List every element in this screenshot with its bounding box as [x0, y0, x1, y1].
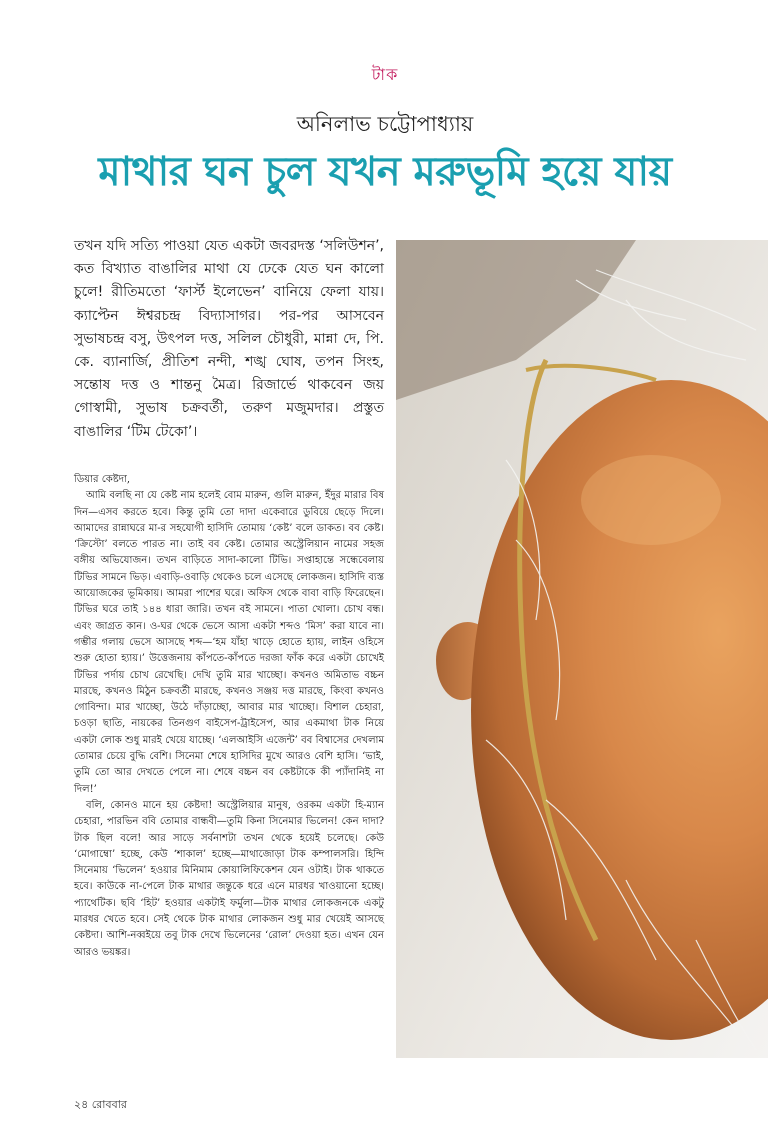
article-body	[74, 472, 384, 961]
bald-head-photo	[396, 240, 768, 1058]
body-paragraph: বলি, কোনও মানে হয় কেষ্টদা! অস্ট্রেলিয়ার মানুষ, ওরকম একটা হি-ম্যান চেহারা, পারভিন ববি তোমার বান্ধবী—তুমি কিনা সিনেমার ভিলেন! কেন দাদা? টাক ছিল বলে! আর সাড়ে সর্বনাশটা তখন থেকে হয়েই চলেছে। কেউ ‘মোগাম্বো’ হচ্ছে, কেউ ‘শাকাল’ হচ্ছে—মাথাজোড়া টাক কম্পালসরি। হিন্দি সিনেমায় ‘ভিলেন’ হওয়ার মিনিমাম কোয়ালিফিকেশন যেন ওটাই। টাক থাকতে হবে। কাউকে না-পেলে টাক মাথার জন্তুকে ধরে এনে মারধর খাওয়ানো হচ্ছে। প্যাথেটিক। ছবি ‘হিট’ হওয়ার একটাই ফর্মুলা—টাক মাথার লোকজনকে একটু মারধর খেতে হবে। সেই থেকে টাক মাথার লোকজন শুধু মার খেয়েই আসছে কেষ্টদা। আশি-নব্বইয়ে তবু টাক দেখে ভিলেনের ‘রোল’ দেওয়া হত। এখন যেন আরও ভয়ঙ্কর।	[74, 799, 384, 958]
page-folio: ২৪ রোববার	[74, 1098, 127, 1111]
headline: মাথার ঘন চুল যখন মরুভূমি হয়ে যায়	[98, 149, 672, 195]
scalp-highlight	[581, 455, 721, 545]
body-paragraph: আমি বলছি না যে কেষ্ট নাম হলেই বোম মারুন, গুলি মারুন, ইঁদুর মারার বিষ দিন—এসব করতে হবে। কিন্তু তুমি তো দাদা একেবারে ডুবিয়ে ছেড়ে দিলে। আমাদের রান্নাঘরে মা-র সহযোগী হাসিদি তোমায় ‘কেষ্ট’ বলে ডাকত। বব কেষ্ট। ‘ক্রিস্টো’ বলতে পারত না। তাই বব কেষ্ট। তোমার অস্ট্রেলিয়ান নামের সহজ বঙ্গীয় অভিযোজন। তখন বাড়িতে সাদা-কালো টিভি। সপ্তাহান্তে সন্ধেবেলায় টিভির সামনে ভিড়। এবাড়ি-ওবাড়ি থেকেও চলে এসেছে লোকজন। হাসিদি ব্যস্ত আয়োজকের ভূমিকায়। আমরা পাশের ঘরে। অফিস থেকে বাবা বাড়ি ফিরেছেন। টিভির ঘরে তাই ১৪৪ ধারা জারি। তখন বই সামনে। পাতা খোলা। চোখ বন্ধ। এবং জাগ্রত কান। ও-ঘর থেকে ভেসে আসা একটা শব্দও ‘মিস’ করা যাবে না। গম্ভীর গলায় ভেসে আসছে শব্দ—‘হম যাঁহা খাড়ে হোতে হ্যায়, লাইন ওহিসে শুরু হোতা হ্যায়।’ উত্তেজনায় কাঁপতে-কাঁপতে দরজা ফাঁক করে একটা চোখেই টিভির পর্দায় চোখ রেখেছি। দেখি তুমি মার খাচ্ছো। কখনও অমিতাভ বচ্চন মারছে, কখনও মিঠুন চক্রবর্তী মারছে, কখনও সঞ্জয় দত্ত মারছে, কিংবা কখনও গোবিন্দা। মার খাচ্ছো, উঠে দাঁড়াচ্ছো, আবার মার খাচ্ছো। বিশাল চেহারা, চওড়া ছাতি, নায়কের তিনগুণ বাইসেপ-ট্রাইসেপ, আর একমাথা টাক নিয়ে একটা লোক শুধু মারই খেয়ে যাচ্ছে। ‘এলআইসি এজেন্ট’ বব বিশ্বাসের দেখলাম তোমার চেয়ে বুদ্ধি বেশি। সিনেমা শেষে হাসিদির মুখে আরও বেশি হাসি। ‘ভাই, তুমি তো আর দেখতে পেলে না। শেষে বচ্চন বব কেষ্টটাকে কী প্যাঁদানিই না দিল!’	[74, 490, 384, 795]
section-tag: টাক	[371, 65, 399, 84]
bald-head-illustration	[396, 240, 768, 1058]
intro-paragraph: তখন যদি সত্যি পাওয়া যেত একটা জবরদস্ত ‘সলিউশন’, কত বিখ্যাত বাঙালির মাথা যে ঢেকে যেত ঘন কালো চুলে! রীতিমতো ‘ফার্স্ট ইলেভেন’ বানিয়ে ফেলা যায়। ক্যাপ্টেন ঈশ্বরচন্দ্র বিদ্যাসাগর। পর-পর আসবেন সুভাষচন্দ্র বসু, উৎপল দত্ত, সলিল চৌধুরী, মান্না দে, পি. কে. ব্যানার্জি, প্রীতিশ নন্দী, শঙ্খ ঘোষ, তপন সিংহ, সন্তোষ দত্ত ও শান্তনু মৈত্র। রিজার্ভে থাকবেন জয় গোস্বামী, সুভাষ চক্রবর্তী, তরুণ মজুমদার। প্রস্তুত বাঙালির ‘টিম টেকো’।	[74, 238, 384, 440]
author-byline: অনিলাভ চট্টোপাধ্যায়	[296, 112, 474, 136]
salutation: ডিয়ার কেষ্টদা,	[74, 474, 131, 485]
